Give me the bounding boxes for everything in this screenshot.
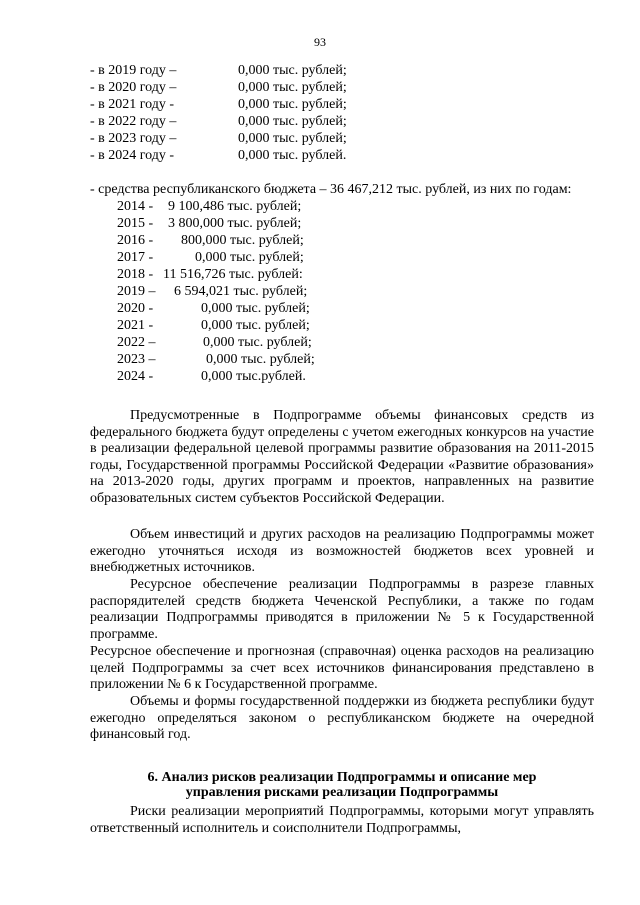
document-page: 93 - в 2019 году – 0,000 тыс. рублей; - в 2020 году – 0,000 тыс. рублей; - в 2021 году - 0,000 тыс. рублей; - в 2022 году – 0,000 тыс. рублей; - в 2023 году – 0,000 тыс. рублей; - в 2024 году - 0,000 тыс. рублей. - средства республиканского бюджета – 36 467,212 тыс. рублей, из них по годам: 2014 - 9 100,486 тыс. рублей; 2015 - 3 800,000 тыс. рублей; 2016 - 800,000 тыс. рублей; 2017 - 0,000 тыс. рублей; 2018 - 11 516,726 тыс. рублей: 2019 – 6 594,021 тыс. рублей; 2020 - 0,000 тыс. рублей; 2021 - 0,000 тыс. рублей; 2022 – 0,000 тыс. рублей; 2023 – 0,000 тыс. рублей; 2024 - 0,000 тыс.рублей. Предусмотренные в Подпрограмме объемы финансовых средств из федерального бюджета будут определены с учетом ежегодных конкурсов на участие в реализации федеральной целевой программы развитие образования на 2011-2015 годы, Государственной программы Российской Федерации «Развитие образования» на 2013-2020 годы, других программ и проектов, направленных на развитие образовательных систем субъектов Российской Федерации. Объем инвестиций и других расходов на реализацию Подпрограммы может ежегодно уточняться исходя из возможностей бюджетов всех уровней и внебюджетных источников. Ресурсное обеспечение реализации Подпрограммы в разрезе главных распорядителей средств бюджета Чеченской Республики, а также по годам реализации Подпрограммы приводятся в приложении № 5 к Государственной программе. Ресурсное обеспечение и прогнозная (справочная) оценка расходов на реализацию целей Подпрограммы за счет всех источников финансирования представлено в приложении № 6 к Государственной программе. Объемы и формы государственной поддержки из бюджета республики будут ежегодно определяться законом о республиканском бюджете на очередной финансовый год. 6. Анализ рисков реализации Подпрограммы и описание мер управления рисками реализации Подпрограммы Риски реализации мероприятий Подпрограммы, которыми могут управлять ответственный исполнитель и соисполнители Подпрограммы,: [0, 0, 640, 905]
page-number: 93: [314, 35, 326, 49]
paragraph-risks: Риски реализации мероприятий Подпрограммы, которыми могут управлять ответственный исполнитель и соисполнители Подпрограммы,: [90, 804, 594, 836]
paragraph-state-support: Объемы и формы государственной поддержки из бюджета республики будут ежегодно определяться законом о республиканском бюджете на очередной финансовый год.: [90, 694, 594, 743]
republic-budget-intro: - средства республиканского бюджета – 36 467,212 тыс. рублей, из них по годам:: [90, 182, 572, 197]
paragraph-investments: Объем инвестиций и других расходов на реализацию Подпрограммы может ежегодно уточняться исходя из возможностей бюджетов всех уровней и внебюджетных источников.: [90, 527, 594, 576]
paragraph-federal-funding: Предусмотренные в Подпрограмме объемы финансовых средств из федерального бюджета будут определены с учетом ежегодных конкурсов на участие в реализации федеральной целевой программы развитие образования на 2011-2015 годы, Государственной программы Российской Федерации «Развитие образования» на 2013-2020 годы, других программ и проектов, направленных на развитие образовательных систем субъектов Российской Федерации.: [90, 408, 594, 506]
section-heading: 6. Анализ рисков реализации Подпрограммы и описание мер управления рисками реализации Подпрограммы: [147, 770, 537, 800]
paragraph-resource-appendix-6: Ресурсное обеспечение и прогнозная (справочная) оценка расходов на реализацию целей Подпрограммы за счет всех источников финансирования представлено в приложении № 6 к Государственной программе.: [90, 644, 594, 693]
paragraph-resource-appendix-5: Ресурсное обеспечение реализации Подпрограммы в разрезе главных распорядителей средств бюджета Чеченской Республики, а также по годам реализации Подпрограммы приводятся в приложении № 5 к Государственной программе.: [90, 577, 594, 642]
